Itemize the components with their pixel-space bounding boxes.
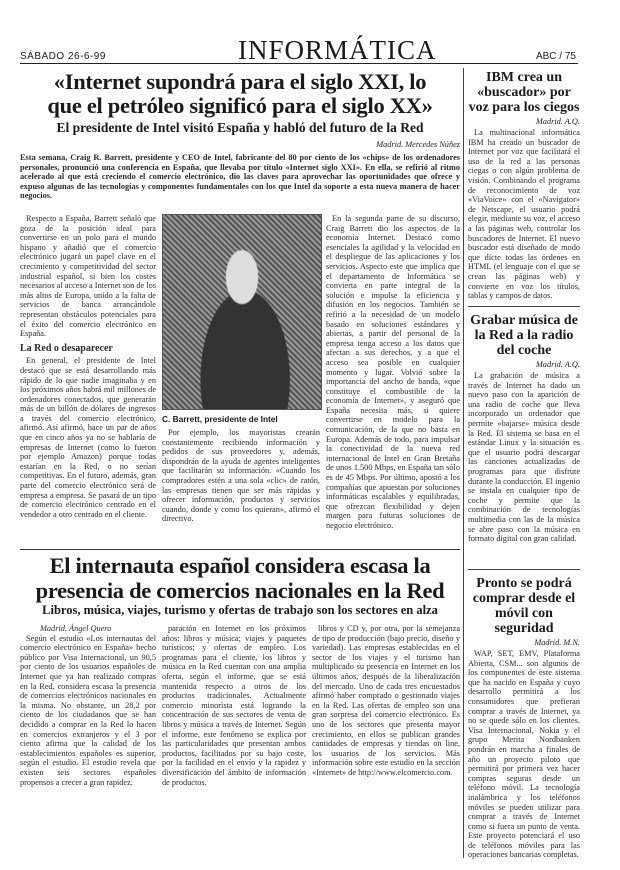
main-lead-text: Esta semana, Craig R. Barrett, presidente y CEO de Intel, fabricante del 80 por ciento de los «chips» de los ordenadores personales, pronunció una conferencia en España, que llevaba por título «Internet siglo XXI». En ella, se refirió al ritmo acelerado al que está creciendo el comercio electrónico, dio las claves para aprovechar las oportunidades que ofrece y expuso algunas de las tecnologías y componentes fundamentales con los que Intel da soporte a esta nueva manera de hacer negocios. xyxy=(20,153,460,201)
second-subhead: Libros, música, viajes, turismo y ofertas de trabajo son los sectores en alza xyxy=(42,603,438,617)
sidebar-story1-body xyxy=(468,128,580,300)
second-headline-line-1: El internauta español considera escasa la xyxy=(49,553,431,578)
article-column-6 xyxy=(312,624,460,860)
sidebar-story2-body xyxy=(468,371,580,563)
story-divider xyxy=(20,549,460,550)
col1-text: Respecto a España, Barrett señaló que goza de la posición ideal para convertirse en un polo para el mundo hispano y añadió que el comercio electrónico jugará un papel clave en el crecimiento y competitividad del sector industrial español, si bien los costes necesarios al acceso a Internet son de los más altos de Europa, unido a la falta de servicios de banca arrancándole representan obstáculos potenciales para el éxito del comercio electrónico en España. xyxy=(20,214,156,339)
col3-text: En la segunda parte de su discurso, Craig Barrett dio los aspectos de la economía Internet. Destacó como esenciales la agilidad y la velocidad en el despliegue de las aplicaciones y los servicios. Aspecto este que implica que el departamento de Informática se convierta en parte integral de la solución e impulse la eficiencia y difusión en los negocios. También se refirió a la necesidad de un modelo basado en soluciones estándares y abiertas, a partir del personal de la empresa tenga acceso a los datos que afectan a sus derechos, y a que el acceso sea posible en cualquier momento y lugar. Volvió sobre la importancia del ancho de banda, «que constituye el combustible de la economía de Internet», y aseguró que España necesita más, si quiere convertirse en modelo para la comunicación, de la que no basta en Europa. Además de todo, para impulsar la conectividad de la nueva red internacional de Intel en Gran Bretaña de unos 1.500 Mbps, en España tan sólo es de 45 Mbps. Por último, apostó a los compañías que apuestan por soluciones informáticas escalables y equilibradas, que ofrezcan flexibilidad y dejen margen para futuras soluciones de negocio electrónico. xyxy=(326,214,460,530)
sidebar-divider xyxy=(463,68,464,858)
sidebar-story2-byline: Madrid. A.Q. xyxy=(535,360,580,369)
sidebar-story3-title: Pronto se podrá comprar desde el móvil con seguridad xyxy=(472,576,576,636)
col5-text: paración en Internet en los próximos años: libros y música; viajes y paquetes turísticos; y ofertas de empleo. Los programas para el cliente, los libros y música en la Red cuentan con una amplia oferta, según el informe, que se está mantenida respecto a otros de los productos tradicionales. Actualmente comercio minorista está logrando la concentración de sus sectores de venta de libros y música a través de Internet. Según el informe, este fenómeno se explica por las particularidades que presentan ambos productos, facilitados por su bajo coste, por la facilidad en el envío y la rapidez y diversificación del ámbito de información de productos. xyxy=(162,624,306,787)
article-column-1 xyxy=(20,214,156,544)
col1b-text: En general, el presidente de Intel destacó que se está desarrollando más rápido de lo que nadie imaginaba y en los próximos años habrá mil millones de ordenadores conectados, que generarán más de un billón de dólares de ingresos a través del comercio electrónico, afirmó. Así afirmó, hace un par de años que en cinco años ya no se hablaría de empresas de Internet (como lo fueron por ejemplo Amazon) porque todas estarían en la Red, o no serían competitivas. En el futuro, además, gran parte del comercio electrónico será de empresa a empresa. Se pasará de un tipo de comercio electrónico centrado en el vendedor a otro centrado en el cliente. xyxy=(20,356,156,519)
main-lead xyxy=(20,153,460,213)
sidebar-story3-body xyxy=(468,649,580,860)
sidebar-story1-title: IBM crea un «buscador» por voz para los ciegos xyxy=(468,70,580,115)
col6-text: libros y CD y, por otra, por la semejanza de tipo de producción (bajo precio, diseño y variedad). Las empresas establecidas en el sector de los viajes y el turismo han multiplicado su presencia en Internet en los últimos años, después de la liberalización del mercado. Uno de cada tres encuestados afirmó haber comprado o gestionado viajes en la Red. Las ofertas de empleo son una gran sorpresa del comercio electrónico. Es uno de los sectores que presenta mayor crecimiento, en ellos se publican grandes cantidades de empresas y tiendas on line, los usuarios de los servicios. Más información sobre este estudio en la sección «Internet» de http://www.elcomercio.com. xyxy=(312,624,460,777)
sidebar xyxy=(468,70,580,860)
second-headline xyxy=(20,553,460,603)
article-column-5 xyxy=(162,624,306,860)
second-headline-line-2: presencia de comercios nacionales en la Red xyxy=(35,578,445,603)
col4-text: Según el estudio «Los internautas del comercio electrónico en España» hecho público por Visa Internacional, un 90,5 por ciento de los usuarios españoles de Internet que ya han realizado compras en la Red, considera escasa la presencia de comercios electrónicos nacionales en la misma. No obstante, un 28,2 por ciento de los ciudadanos que se han decidido a comprar en la Red lo hacen en comercios extranjeros y el 3 por ciento afirma que la calidad de los establecimientos españoles es superior, según el estudio. El estudio revela que existen seis sectores españoles propensos a crecer a gran rapidez. xyxy=(20,633,156,787)
main-byline: Madrid. Mercedes Núñez xyxy=(376,140,460,149)
main-headline-line-1: «Internet supondrá para el siglo XXI, lo xyxy=(53,69,427,94)
second-byline: Madrid. Ángel Quero xyxy=(40,624,112,633)
main-headline xyxy=(20,70,460,118)
sidebar-story1-byline: Madrid. A.Q. xyxy=(535,117,580,126)
sidebar-story3-byline: Madrid. M.N. xyxy=(534,638,580,647)
photo-caption: C. Barrett, presidente de Intel xyxy=(162,414,278,424)
article-column-4 xyxy=(20,624,156,860)
sidebar-story2-title: Grabar música de la Red a la radio del coche xyxy=(470,313,578,358)
main-headline-line-2: que el petróleo significó para el siglo XX» xyxy=(47,93,433,118)
header-rule xyxy=(20,63,578,64)
barrett-photo xyxy=(162,214,322,410)
main-subhead: El presidente de Intel visitó España y habló del futuro de la Red xyxy=(56,120,424,135)
section-title: INFORMÁTICA xyxy=(238,35,437,65)
article-column-3 xyxy=(326,214,460,544)
sidebar-story1-text: La multinacional informática IBM ha creado un buscador de Internet por voz que facilitará el uso de la red a las personas ciegas o con algún problema de visión. Combinando el programa de reconocimiento de voz «ViaVoice» con el «Navigator» de Netscape, el usuario podrá elegir, mediante su voz, el acceso a las páginas web, controlar los buscadores de Internet. El nuevo buscador está diseñado de modo que dicte todas las órdenes en HTML (el lenguaje con el que se crean las páginas web) y convierte en voz los títulos, tablas y campos de datos. xyxy=(468,128,580,301)
col2-text: Por ejemplo, los mayoristas crearán constantemente recibiendo información y pedidos de sus proveedores y, además, dispondrán de la ayuda de agentes inteligentes que facilitarán su información. «Cuando los compradores estén a una sola «clic» de ratón, las empresas tienen que ser más rápidas y ofrecer información, productos y servicios cuando, donde y como los quieran», afirmó el directivo. xyxy=(162,428,320,524)
sidebar-story3-text: WAP, SET, EMV, Plataforma Abierta, CSM... son algunos de los componentes de este sistema que ha nacido en España y cuyo desarrollo permitirá a los consumidores que prefieran comprar a través de Internet, ya no se quede sólo en los clientes. Visa Internacional, Nokia y el grupo Merita Nordbanken pondrán en marcha a finales de año un proyecto piloto que permitirá por primera vez hacer compras seguras desde un teléfono móvil. La tecnología inalámbrica y los teléfonos móviles se pueden utilizar para comprar a través de Internet como si fuera un punto de venta. Este proyecto potenciará el uso de teléfonos móviles para las operaciones bancarias completas. xyxy=(468,649,580,860)
sidebar-rule-1 xyxy=(468,306,580,307)
col1-subhead: La Red o desaparecer xyxy=(20,342,113,354)
page-number: ABC / 75 xyxy=(535,51,576,62)
header-date: SÁBADO 26-6-99 xyxy=(20,51,106,62)
sidebar-rule-2 xyxy=(468,569,580,570)
sidebar-story2-text: La grabación de música a través de Internet ha dado un nuevo paso con la aparición de una radio de coche que lleva incorporado un ordenador que permite «bajarse» música desde la Red. El sistema se basa en el estándar Linux y la situación es que el usuario podrá descargar las canciones actualizadas de programas para que disfrute durante la conducción. El ingenio se instala en cualquier tipo de coche y permite que la combinación de tecnologías multimedia con las de la música se abre paso con la música en formato digital con gran calidad. xyxy=(468,371,580,544)
article-column-2 xyxy=(162,428,320,544)
